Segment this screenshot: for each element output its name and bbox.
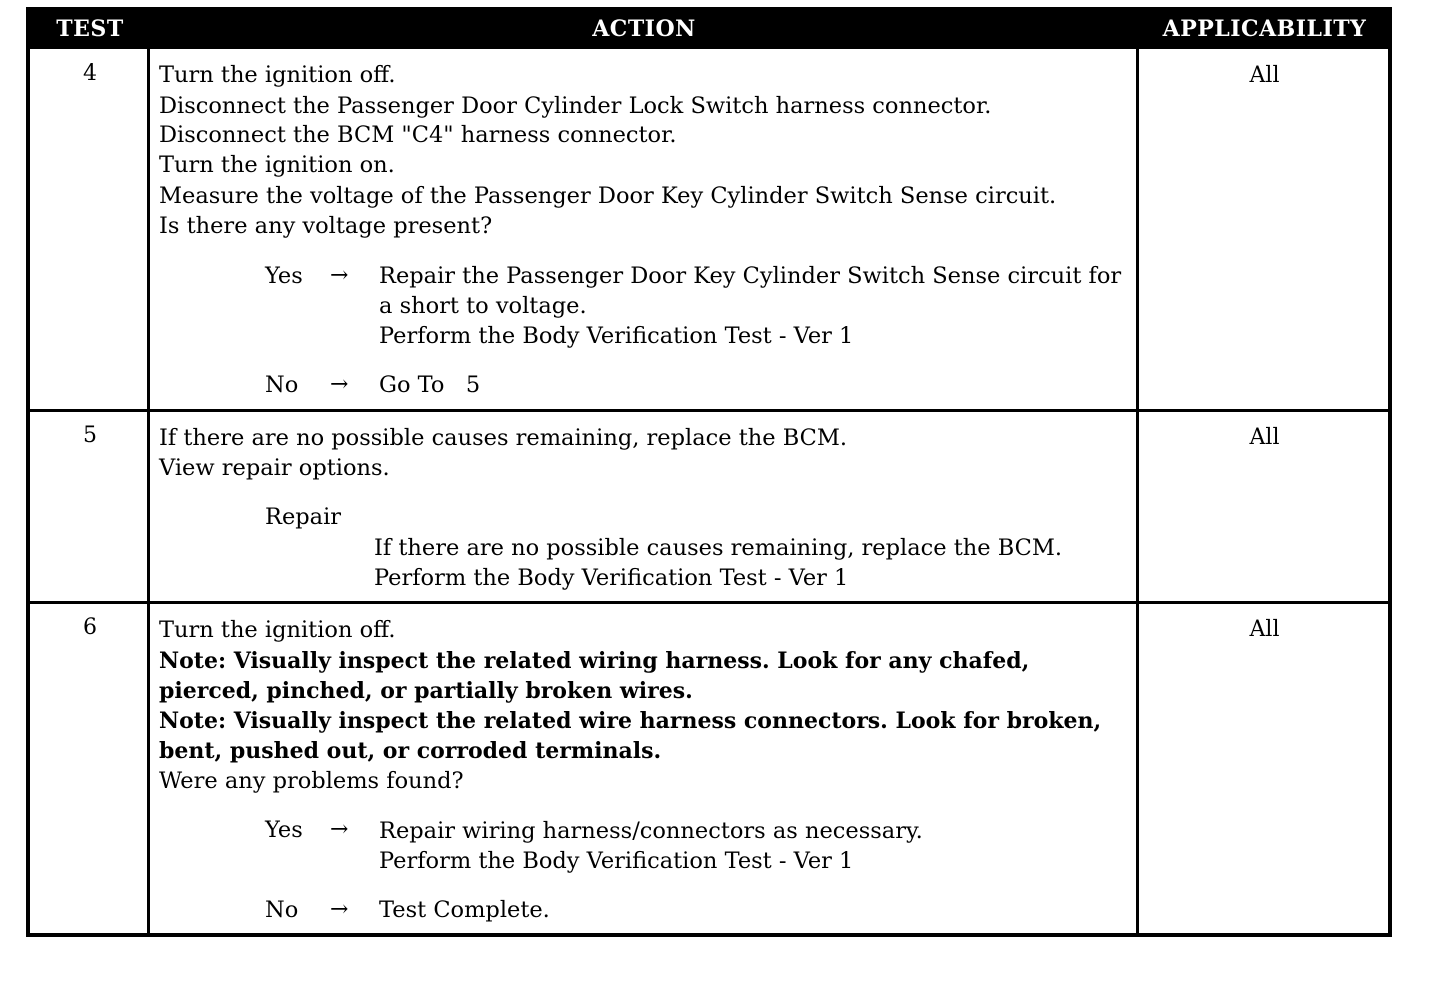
action-line: Turn the ignition on. (159, 152, 395, 178)
row-divider (30, 601, 1388, 604)
applicability-value: All (1249, 425, 1280, 450)
action-line: Disconnect the BCM "C4" harness connector. (159, 122, 677, 148)
arrow-icon: → (330, 372, 349, 397)
action-line: Measure the voltage of the Passenger Door Key Cylinder Switch Sense circuit. (159, 183, 1057, 209)
repair-action-line: Perform the Body Verification Test - Ver 1 (374, 565, 849, 591)
yes-action-line: Repair wiring harness/connectors as necessary. (379, 818, 923, 844)
applicability-value: All (1249, 63, 1280, 88)
test-number: 4 (83, 61, 97, 86)
yes-action-line: Repair the Passenger Door Key Cylinder Switch Sense circuit for (379, 263, 1122, 289)
header-action: ACTION (592, 16, 696, 42)
action-line: If there are no possible causes remaining, replace the BCM. (159, 425, 848, 451)
note-line: Note: Visually inspect the related wire harness connectors. Look for broken, (159, 708, 1102, 734)
repair-action-line: If there are no possible causes remaining, replace the BCM. (374, 535, 1063, 561)
column-divider (1136, 11, 1139, 933)
yes-action-line: Perform the Body Verification Test - Ver 1 (379, 323, 854, 349)
no-label: No (265, 372, 299, 398)
row-divider (30, 409, 1388, 412)
action-line: View repair options. (159, 455, 390, 481)
arrow-icon: → (330, 263, 349, 288)
yes-action-line: Perform the Body Verification Test - Ver 1 (379, 848, 854, 874)
header-applicability: APPLICABILITY (1162, 16, 1367, 42)
no-action-line: Test Complete. (379, 897, 550, 923)
repair-label: Repair (265, 504, 342, 530)
action-line: Turn the ignition off. (159, 62, 396, 88)
test-number: 6 (83, 615, 97, 640)
action-line: Is there any voltage present? (159, 213, 493, 239)
arrow-icon: → (330, 897, 349, 922)
note-line: Note: Visually inspect the related wiring harness. Look for any chafed, (159, 648, 1030, 674)
question-line: Were any problems found? (159, 768, 464, 794)
header-test: TEST (56, 16, 124, 42)
note-line: pierced, pinched, or partially broken wires. (159, 678, 693, 704)
test-number: 5 (83, 423, 97, 448)
no-label: No (265, 897, 299, 923)
arrow-icon: → (330, 817, 349, 842)
table-header (30, 11, 1388, 49)
diagnostic-table (26, 7, 1392, 937)
no-action-line: Go To 5 (379, 372, 481, 398)
note-line: bent, pushed out, or corroded terminals. (159, 738, 662, 764)
yes-action-line: a short to voltage. (379, 293, 587, 319)
column-divider (147, 11, 150, 933)
action-line: Turn the ignition off. (159, 617, 396, 643)
action-line: Disconnect the Passenger Door Cylinder Lock Switch harness connector. (159, 93, 992, 119)
yes-label: Yes (265, 263, 303, 289)
applicability-value: All (1249, 617, 1280, 642)
yes-label: Yes (265, 817, 303, 843)
